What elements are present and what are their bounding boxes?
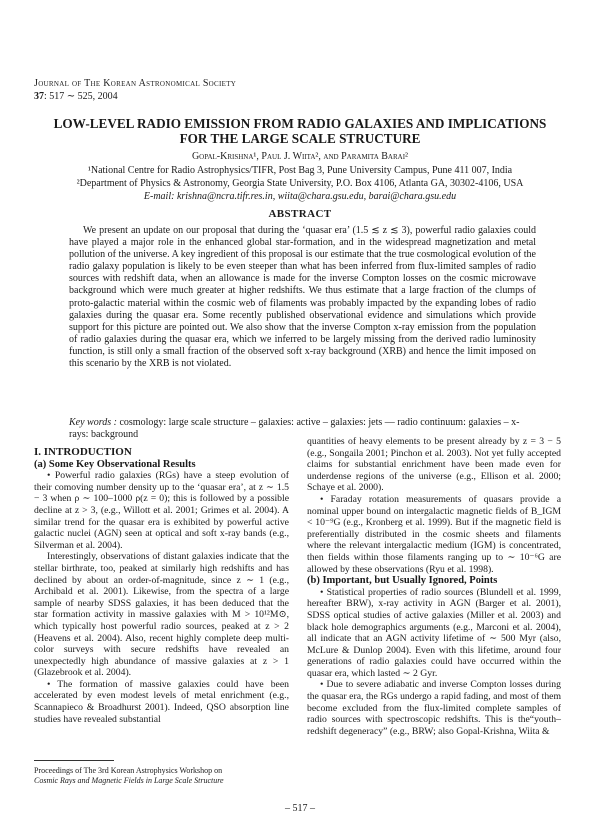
right-column — [307, 436, 561, 737]
page-number: – 517 – — [285, 803, 315, 814]
abstract-heading: ABSTRACT — [268, 208, 332, 220]
journal-name: Journal of The Korean Astronomical Society — [34, 78, 237, 89]
keywords-text: cosmology: large scale structure – galaxies: active – galaxies: jets — radio continuum: galaxies – x-rays: background — [69, 417, 520, 441]
footnote-rule — [34, 760, 114, 761]
affiliation-2: ²Department of Physics & Astronomy, Georgia State University, P.O. Box 4106, Atlanta GA, 30302-4106, USA — [76, 178, 524, 189]
abstract-text: We present an update on our proposal that during the ‘quasar era’ (1.5 ≲ z ≲ 3), powerful radio galaxies could have played a major role in the enhanced global star-formation, and in the widespread magnetization and metal pollution of the universe. A key ingredient of this proposal is our estimate that the true cosmological evolution of the radio galaxy population is likely to be even steeper than what has been inferred from flux-limited samples of radio sources with redshift data, when an allowance is made for the inverse Compton losses on the cosmic microwave background which were much greater at higher redshifts. We thus estimate that a large fraction of the clumps of proto-galactic material within the cosmic web of filaments was probably impacted by the expanding lobes of radio galaxies during the quasar era. Some recently published observational evidence and simulations which provide support for this picture are pointed out. We also show that the inverse Compton x-ray emission from the population of radio galaxies during the quasar era, which we inferred to be largely missing from the derived radio luminosity function, is still only a small fraction of the observed soft x-ray background (XRB) and hence the limit imposed on this scenario by the XRB is not violated. — [69, 225, 536, 370]
subsection-heading-b: (b) Important, but Usually Ignored, Points — [307, 575, 498, 587]
paragraph: • Statistical properties of radio sources (Blundell et al. 1999, hereafter BRW), x-ray activity in AGN (Barger et al. 2001), SDSS optical studies of active galaxies (Miller et al. 2003) and black hole demographics arguments (e.g., Marconi et al. 2004), all indicate that an AGN activity lifetime of ∼ 500 Myr (also, McLure & Dunlop 2004). Even with this lifetime, around four generations of radio galaxies could have occurred within the quasar era, which lasted ∼ 2 Gyr. — [307, 586, 561, 679]
volume-line — [34, 91, 118, 102]
footnote-line-1: Proceedings of The 3rd Korean Astrophysics Workshop on — [34, 766, 223, 775]
subsection-heading-a: (a) Some Key Observational Results — [34, 458, 196, 470]
paragraph: • The formation of massive galaxies could have been accelerated by even modest levels of metal enrichment (e.g., Scannapieco & Broadhurst 2001). Indeed, QSO absorption line studies have revealed substantial — [34, 678, 289, 725]
paragraph: • Faraday rotation measurements of quasars provide a nominal upper bound on intergalactic magnetic fields of B_IGM < 10⁻⁹G (e.g., Kronberg et al. 1999). But if the magnetic field is preferentially distributed in the cosmic sheets and filaments where the relevant intergalactic medium (IGM) is concentrated, then fields within those filaments ranging up to ∼ 10⁻⁶G are allowed by these observations (Ryu et al. 1998). — [307, 493, 561, 575]
volume-pages: : 517 ∼ 525, 2004 — [44, 91, 118, 102]
footnote — [34, 766, 294, 786]
volume-number: 37 — [34, 91, 44, 102]
left-column — [34, 447, 289, 725]
email-line: E-mail: krishna@ncra.tifr.res.in, wiita@chara.gsu.edu, barai@chara.gsu.edu — [143, 191, 457, 202]
paragraph: • Due to severe adiabatic and inverse Compton losses during the quasar era, the RGs undergo a rapid fading, and most of them become excluded from the flux-limited complete samples of radio sources with spectroscopic redshifts. This is the“youth–redshift degeneracy” (e.g., BRW; also Gopal-Krishna, Wiita & — [307, 679, 561, 737]
paragraph: • Powerful radio galaxies (RGs) have a steep evolution of their comoving number density up to the ‘quasar era’, at z ∼ 1.5 − 3 when ρ ∼ 100–1000 ρ(z = 0); this is followed by a possible decline at z > 3, (e.g., Willott et al. 2001; Grimes et al. 2004). A similar trend for the quasar era is exhibited by powerful active galactic nuclei (AGN) seen at optical and soft x-ray bands (e.g., Silverman et al. 2004). — [34, 470, 289, 551]
section-heading: I. INTRODUCTION — [34, 446, 132, 458]
affiliation-1: ¹National Centre for Radio Astrophysics/TIFR, Post Bag 3, Pune University Campus, Pune 411 007, India — [87, 165, 513, 176]
paper-title: LOW-LEVEL RADIO EMISSION FROM RADIO GALAXIES AND IMPLICATIONS FOR THE LARGE SCALE STRUCTURE — [53, 116, 547, 146]
paragraph: quantities of heavy elements to be present already by z = 3 − 5 (e.g., Songaila 2001; Pinchon et al. 2003). Not yet fully accepted claims for substantial enrichment have been made even for underdense regions of the universe (e.g., Ellison et al. 2000; Schaye et al. 2000). — [307, 436, 561, 494]
keywords-label: Key words : — [69, 417, 117, 428]
footnote-line-2: Cosmic Rays and Magnetic Fields in Large Scale Structure — [34, 776, 224, 785]
author-list: Gopal-Krishna¹, Paul J. Wiita², and Paramita Barai² — [191, 151, 409, 162]
paragraph: Interestingly, observations of distant galaxies indicate that the stellar birthrate, too, peaked at similarly high redshifts and has declined by about an order-of-magnitude, since z ∼ 1 (e.g., Archibald et al. 2001). Likewise, from the spectra of a large sample of nearby SDSS galaxies, it has been deduced that the star formation activity in massive galaxies with M > 10¹²M⊙, which typically host powerful radio sources, peaked at z > 2 (Heavens et al. 2004). Also, recent highly complete deep multi-color surveys with secure redshifts have revealed an unexpectedly high abundance of massive galaxies at z > 1 (Glazebrook et al. 2004). — [34, 551, 289, 679]
